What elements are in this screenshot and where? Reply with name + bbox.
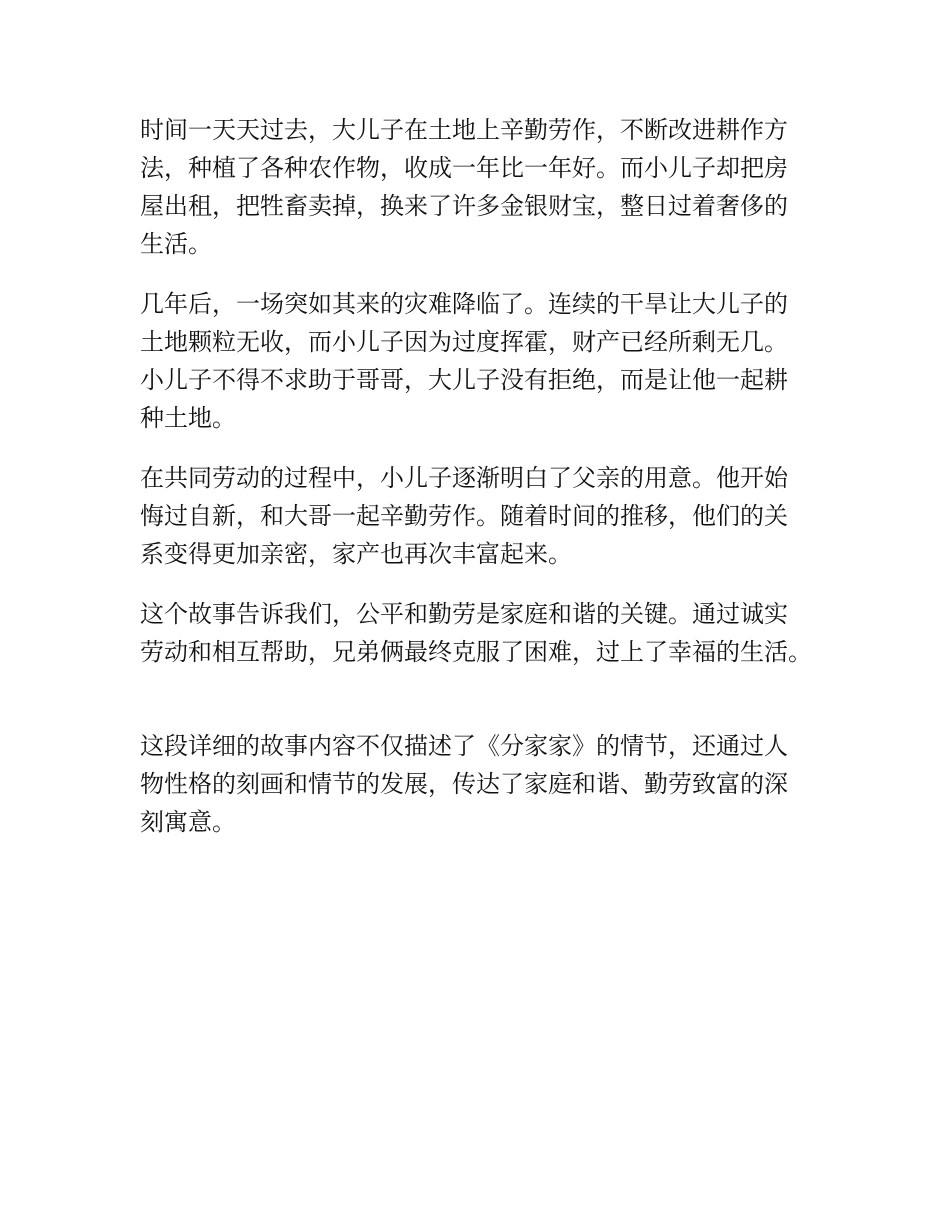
paragraph-line: 物性格的刻画和情节的发展，传达了家庭和谐、勤劳致富的深 (140, 770, 788, 798)
paragraph-line: 劳动和相互帮助，兄弟俩最终克服了困难，过上了幸福的生活。 (140, 638, 812, 666)
paragraph-5 (140, 727, 830, 841)
paragraph-line: 这段详细的故事内容不仅描述了《分家家》的情节，还通过人 (140, 732, 788, 760)
paragraph-line: 屋出租，把牲畜卖掉，换来了许多金银财宝，整日过着奢侈的 (140, 192, 788, 220)
document-body (140, 111, 830, 863)
paragraph-line: 小儿子不得不求助于哥哥，大儿子没有拒绝，而是让他一起耕 (140, 366, 788, 394)
paragraph-line: 几年后，一场突如其来的灾难降临了。连续的干旱让大儿子的 (140, 290, 788, 318)
paragraph-line: 种土地。 (140, 404, 236, 432)
paragraph-4 (140, 595, 830, 671)
paragraph-line: 悔过自新，和大哥一起辛勤劳作。随着时间的推移，他们的关 (140, 502, 788, 530)
paragraph-3 (140, 459, 830, 573)
paragraph-line: 土地颗粒无收，而小儿子因为过度挥霍，财产已经所剩无几。 (140, 328, 788, 356)
paragraph-line: 在共同劳动的过程中，小儿子逐渐明白了父亲的用意。他开始 (140, 464, 788, 492)
paragraph-line: 这个故事告诉我们，公平和勤劳是家庭和谐的关键。通过诚实 (140, 600, 788, 628)
paragraph-2 (140, 285, 830, 437)
paragraph-line: 刻寓意。 (140, 808, 236, 836)
paragraph-line: 生活。 (140, 230, 212, 258)
paragraph-1 (140, 111, 830, 263)
paragraph-line: 法，种植了各种农作物，收成一年比一年好。而小儿子却把房 (140, 154, 788, 182)
paragraph-line: 系变得更加亲密，家产也再次丰富起来。 (140, 540, 572, 568)
paragraph-line: 时间一天天过去，大儿子在土地上辛勤劳作，不断改进耕作方 (140, 116, 788, 144)
